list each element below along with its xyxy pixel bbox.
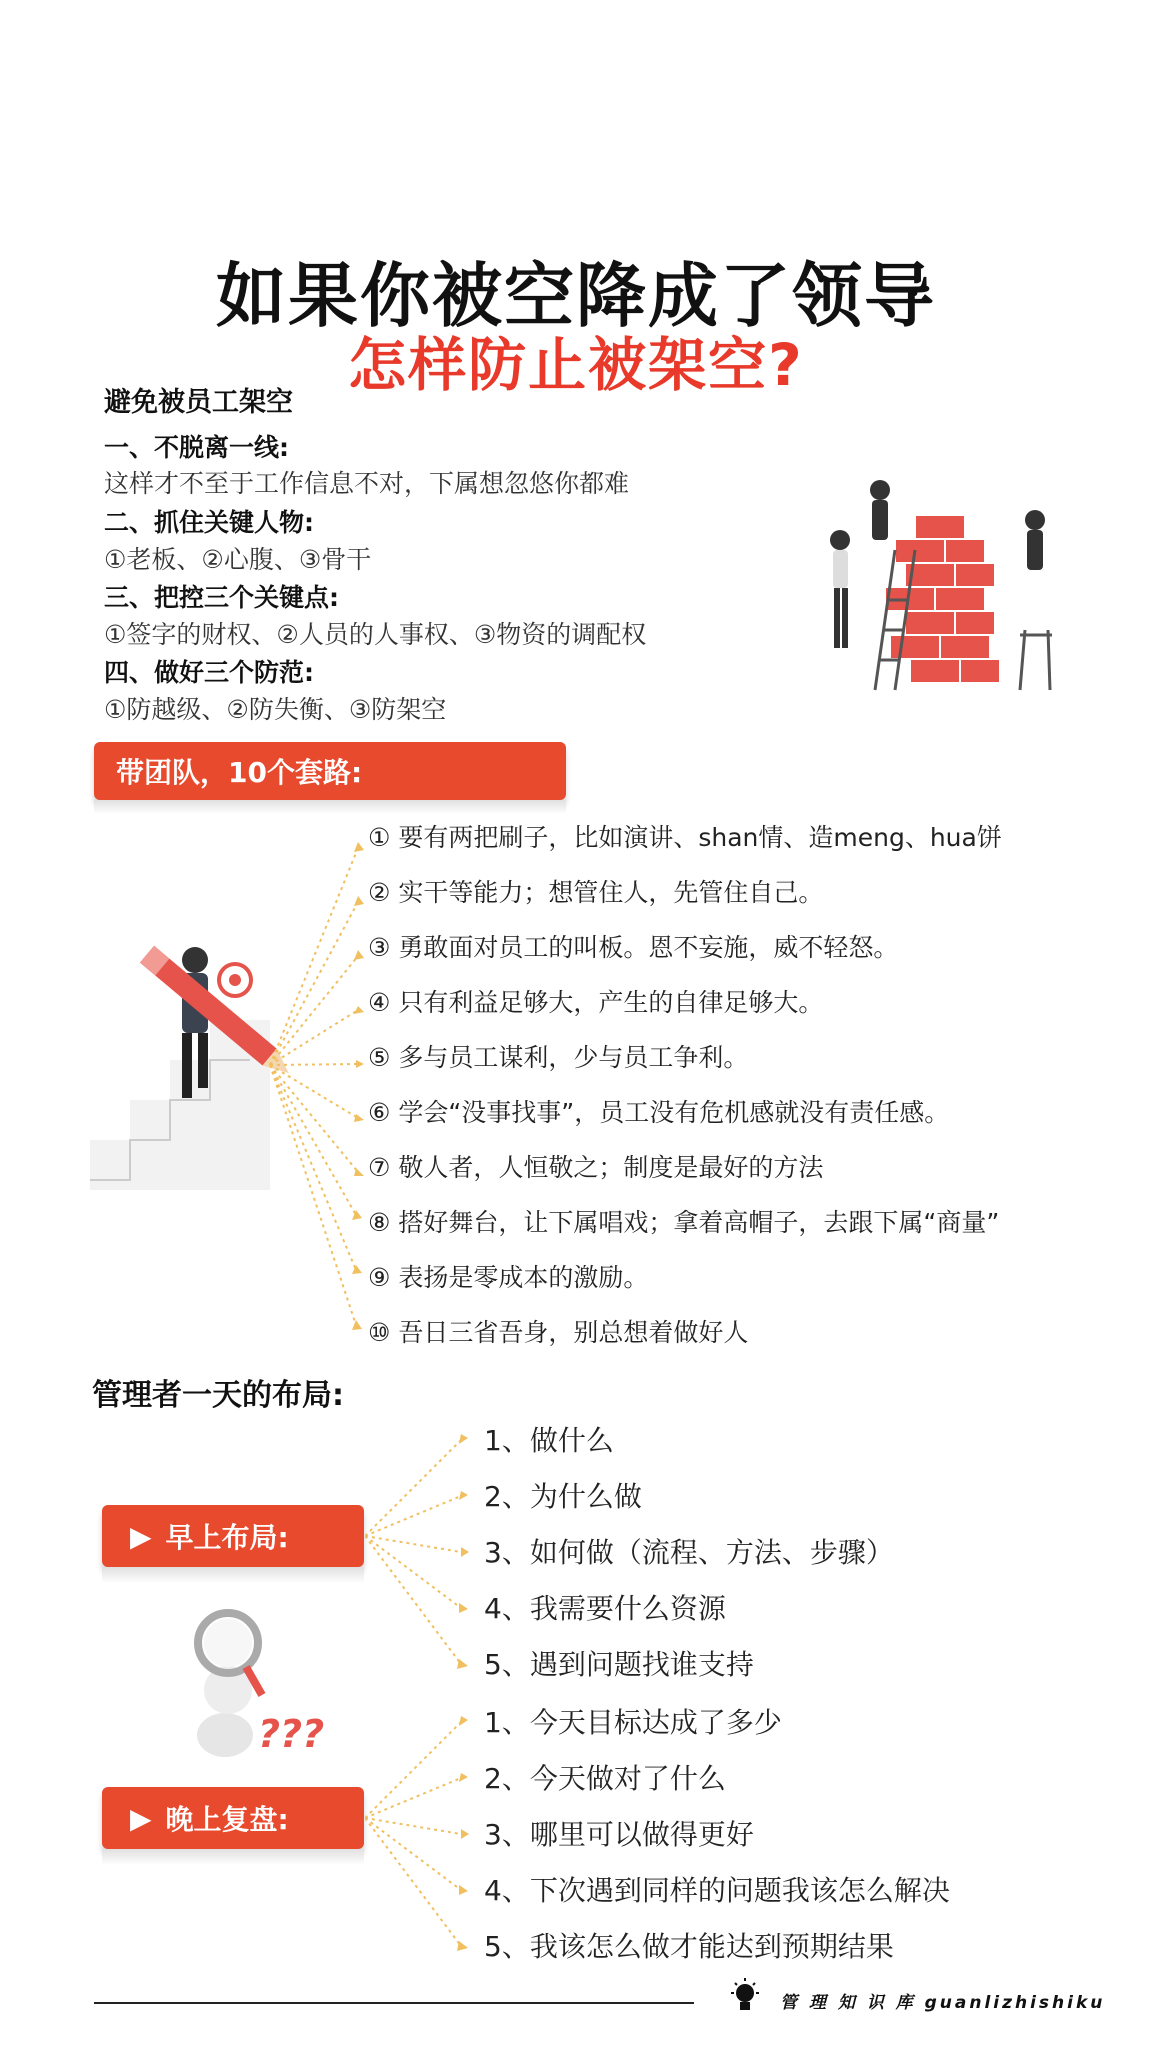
rule-4-heading: 四、做好三个防范: (104, 658, 314, 687)
morning-item: 1、做什么 (484, 1424, 614, 1457)
footer-brand: 管 理 知 识 库 guanlizhishiku (780, 1993, 1106, 2013)
evening-label: 晚上复盘: (165, 1803, 289, 1836)
page-subtitle: 怎样防止被架空? (348, 331, 804, 399)
tactics-banner: 带团队，10个套路: (94, 742, 566, 800)
tactic-item: ⑦ 敬人者，人恒敬之；制度是最好的方法 (368, 1153, 824, 1182)
section-heading-avoid: 避免被员工架空 (104, 387, 293, 418)
evening-arrows (365, 1707, 475, 1967)
rule-2-heading: 二、抓住关键人物: (104, 508, 314, 537)
morning-label: 早上布局: (165, 1521, 289, 1554)
tactic-item: ⑥ 学会“没事找事”，员工没有危机感就没有责任感。 (368, 1098, 950, 1127)
morning-banner (102, 1505, 364, 1567)
evening-item: 2、今天做对了什么 (484, 1762, 726, 1795)
rule-2-body: ①老板、②心腹、③骨干 (104, 545, 372, 574)
footer-divider (94, 2002, 694, 2004)
daily-layout-heading: 管理者一天的布局: (92, 1378, 344, 1413)
page-title: 如果你被空降成了领导 (216, 255, 936, 337)
evening-item: 3、哪里可以做得更好 (484, 1818, 754, 1851)
tactic-item: ② 实干等能力；想管住人，先管住自己。 (368, 878, 824, 907)
morning-item: 4、我需要什么资源 (484, 1592, 726, 1625)
evening-item: 1、今天目标达成了多少 (484, 1706, 782, 1739)
rule-3-heading: 三、把控三个关键点: (104, 583, 339, 612)
tactic-item: ① 要有两把刷子，比如演讲、shan情、造meng、hua饼 (368, 823, 1002, 852)
lightbulb-icon (728, 1978, 762, 2018)
tactic-item: ⑨ 表扬是零成本的激励。 (368, 1263, 649, 1292)
banner-shadow (94, 800, 566, 814)
tactic-item: ③ 勇敢面对员工的叫板。恩不妄施，威不轻怒。 (368, 933, 899, 962)
tactic-item: ⑩ 吾日三省吾身，别总想着做好人 (368, 1318, 749, 1347)
morning-arrows (365, 1425, 475, 1685)
banner-shadow (102, 1567, 364, 1583)
evening-banner (102, 1787, 364, 1849)
tactic-item: ⑤ 多与员工谋利，少与员工争利。 (368, 1043, 749, 1072)
morning-item: 2、为什么做 (484, 1480, 642, 1513)
rule-1-body: 这样才不至于工作信息不对，下属想忽悠你都难 (104, 469, 630, 498)
play-icon: ▶ (130, 1801, 152, 1835)
banner-shadow (102, 1849, 364, 1865)
morning-item: 3、如何做（流程、方法、步骤） (484, 1536, 894, 1569)
question-marks: ??? (258, 1712, 325, 1756)
rule-4-body: ①防越级、②防失衡、③防架空 (104, 695, 447, 724)
morning-item: 5、遇到问题找谁支持 (484, 1648, 754, 1681)
tactic-item: ⑧ 搭好舞台，让下属唱戏；拿着高帽子，去跟下属“商量” (368, 1208, 1000, 1237)
evening-item: 4、下次遇到同样的问题我该怎么解决 (484, 1874, 950, 1907)
tactics-arrows-lower (270, 1040, 370, 1340)
play-icon: ▶ (130, 1519, 152, 1553)
evening-item: 5、我该怎么做才能达到预期结果 (484, 1930, 894, 1963)
rule-1-heading: 一、不脱离一线: (104, 433, 289, 462)
rule-3-body: ①签字的财权、②人员的人事权、③物资的调配权 (104, 620, 647, 649)
tactic-item: ④ 只有利益足够大，产生的自律足够大。 (368, 988, 824, 1017)
builders-illustration (820, 470, 1080, 700)
